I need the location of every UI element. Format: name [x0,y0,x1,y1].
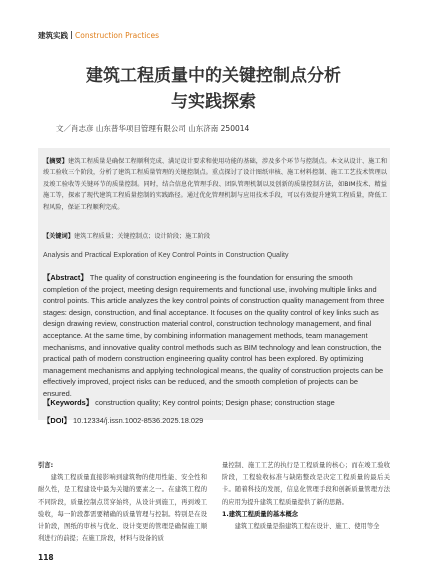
body-column-right [222,460,390,533]
abstract-en-text: The quality of construction engineering is the foundation for ensuring the smooth completion of the project, meeting design requirements and functional use, involving multiple links and control points. This article analyzes the key control points of construction quality management from three stages: design, construction, and final acceptance. It focuses on the quality control of key links such as design drawing review, construction material control, construction technology management, and final acceptance. At the same time, by combining information management methods, team management mechanisms, and innovative quality control methods such as BIM technology and lean construction, the practical path of modern construction engineering quality control has been explored. By optimizing management mechanisms and applying technological means, the quality of construction projects can be effectively improved, project risks can be reduced, and the smooth completion of projects can be ensured. [43,273,385,398]
keywords-cn [43,232,387,242]
keywords-cn-label: 【关键词】 [43,233,74,240]
abstract-cn [43,156,387,213]
doi-line [43,415,387,426]
keywords-en-label: 【Keywords】 [43,398,94,407]
section-label-en: Construction Practices [75,31,160,40]
keywords-cn-text: 建筑工程质量；关键控制点；设计阶段；施工阶段 [73,233,211,240]
doi-text: 10.12334/j.issn.1002-8536.2025.18.029 [72,416,204,425]
section1-paragraph: 建筑工程质量是指建筑工程在设计、施工、使用等全 [234,523,380,531]
doi-label: 【DOI】 [43,416,71,425]
intro-paragraph-continued: 量控制、施工工艺的执行是工程质量的核心；而在竣工验收阶段，工程验收标准与缺陷整改是决定工程质量的最后关卡。随着科技的发展，信息化管理手段和创新质量管理方法的应用为提升建筑工程质量提供了新的思路。 [222,462,390,506]
page-number: 118 [38,553,54,562]
keywords-en [43,397,387,408]
abstract-cn-text: 建筑工程质量是确保工程顺利完成、满足设计要求和使用功能的基础，涉及多个环节与控制点。本文从设计、施工和竣工验收三个阶段，分析了建筑工程质量管理的关键控制点。重点探讨了设计图纸审核、施工材料控制、施工工艺技术管理以及竣工验收等关键环节的质量控制。同时，结合信息化管理手段、团队管理机制以及创新的质量控制方法，如BIM技术、精益施工等，探索了现代建筑工程质量控制的实践路径。通过优化管理机制与应用技术手段，可以有效提升建筑工程质量，降低工程风险，保证工程顺利完成。 [43,158,388,211]
author-line: 文／肖志彦 山东普华项目管理有限公司 山东济南 250014 [56,124,250,133]
section-label-cn: 建筑实践 [38,31,68,40]
abstract-en-label: 【Abstract】 [43,273,88,282]
body-column-left [38,460,207,545]
keywords-en-text: construction quality; Key control points; Design phase; construction stage [95,398,335,407]
article-title-line2: 与实践探索 [171,92,256,112]
section-header [38,30,159,42]
abstract-cn-label: 【摘要】 [43,158,69,165]
intro-heading: 引言: [38,462,54,469]
abstract-en [43,272,387,400]
header-divider [71,31,72,39]
article-title-en: Analysis and Practical Exploration of Key Control Points in Construction Quality [43,252,289,259]
section1-heading: 1.建筑工程质量的基本概念 [222,510,299,518]
article-title-line1: 建筑工程质量中的关键控制点分析 [86,66,341,86]
intro-paragraph: 建筑工程质量直接影响到建筑物的使用性能、安全性和耐久性，是工程建设中最为关键的要素之一。在建筑工程的不同阶段，质量控制点贯穿始终，从设计到施工，再到竣工验收，每一阶段都需要精确的质量管理与控制。特别是在设计阶段，图纸的审核与优化、设计变更的管理是确保施工顺利进行的前提；在施工阶段，材料与设备的质 [38,474,207,543]
